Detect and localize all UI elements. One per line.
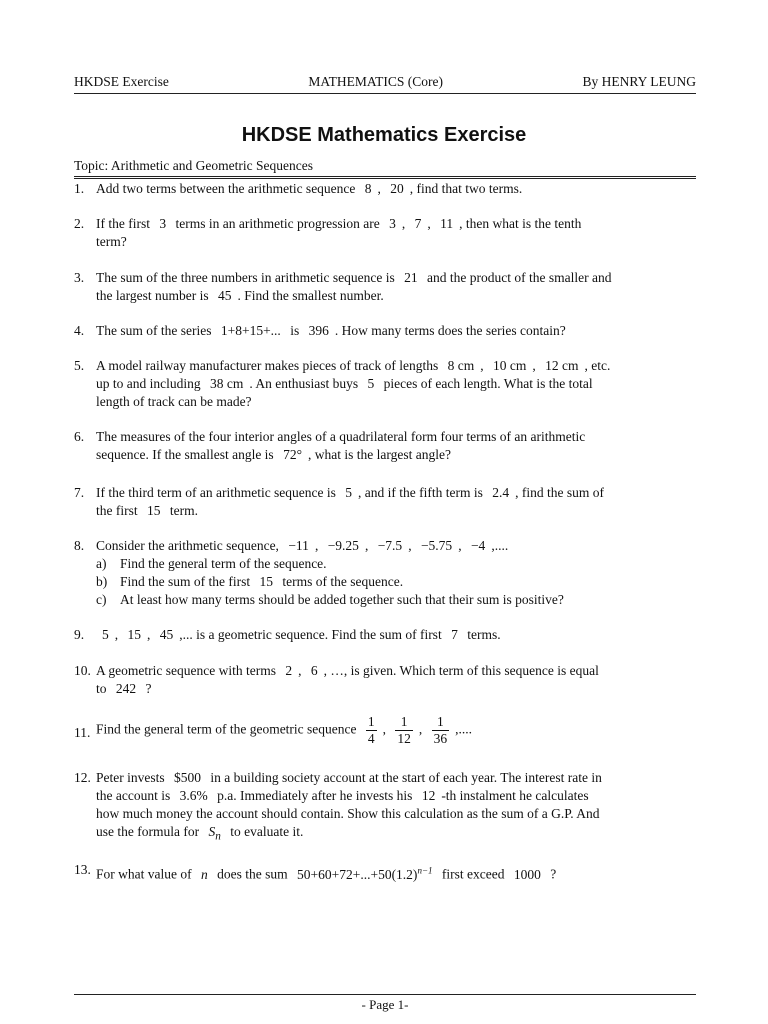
math-value: n: [200, 866, 208, 882]
comma: ,: [314, 538, 319, 553]
comma: ,: [114, 627, 119, 642]
question-text: use the formula for: [96, 824, 200, 839]
comma: ,: [427, 216, 431, 231]
comma: ,: [418, 721, 423, 737]
question-text: A model railway manufacturer makes pieces of track of lengths: [96, 358, 439, 373]
sub-question: [96, 555, 696, 573]
question-text: , what is the largest angle?: [307, 447, 451, 462]
question-text: term.: [169, 503, 198, 518]
question-text: Peter invests: [96, 770, 165, 785]
comma: ,: [377, 181, 381, 196]
question-text: Consider the arithmetic sequence,: [96, 538, 279, 553]
question-text: length of track can be made?: [96, 394, 252, 409]
math-value: 11: [440, 216, 454, 231]
question-text: . An enthusiast buys: [249, 376, 359, 391]
question-text: -th instalment he calculates: [441, 788, 589, 803]
question-text: , find that two terms.: [409, 181, 523, 196]
question-text: If the third term of an arithmetic sequence is: [96, 485, 336, 500]
question-text: first exceed: [441, 866, 505, 882]
math-value: 10 cm: [493, 358, 527, 373]
fraction: [395, 714, 413, 747]
question-number: 2.: [74, 216, 85, 231]
question-13: [74, 861, 696, 884]
question-number: 12.: [74, 770, 91, 785]
comma: ,: [382, 721, 387, 737]
math-value: 7: [414, 216, 422, 231]
question-text: the first: [96, 503, 138, 518]
header-left: HKDSE Exercise: [74, 74, 169, 89]
question-text: . How many terms does the series contain?: [334, 323, 566, 338]
sub-label: a): [96, 556, 107, 571]
question-number: 5.: [74, 358, 85, 373]
header-right: By HENRY LEUNG: [582, 74, 696, 89]
math-value: 3.6%: [179, 788, 208, 803]
question-text: Add two terms between the arithmetic sequence: [96, 181, 356, 196]
math-value: −4: [470, 538, 486, 553]
question-text: , find the sum of: [515, 485, 605, 500]
fraction: [366, 714, 377, 747]
question-text: terms.: [467, 627, 501, 642]
question-1: [74, 180, 696, 198]
question-text: sequence. If the smallest angle is: [96, 447, 274, 462]
question-text: how much money the account should contain. Show this calculation as the sum of a G.P. And: [96, 806, 600, 821]
comma: ,: [408, 538, 412, 553]
question-text: in a building society account at the start of each year. The interest rate in: [210, 770, 602, 785]
math-value: 45: [159, 627, 174, 642]
question-number: 8.: [74, 538, 85, 553]
math-value: 15: [259, 574, 273, 589]
question-text: ?: [550, 866, 557, 882]
question-2: [74, 215, 696, 251]
denominator: 12: [397, 731, 411, 746]
question-number: 4.: [74, 323, 85, 338]
question-5: [74, 357, 696, 411]
question-text: The sum of the three numbers in arithmetic sequence is: [96, 270, 395, 285]
comma: ,: [147, 627, 151, 642]
math-value: 2.4: [492, 485, 510, 500]
math-value: [297, 867, 433, 882]
math-value: 3: [159, 216, 167, 231]
question-text: the account is: [96, 788, 171, 803]
math-value: 2: [285, 663, 293, 678]
math-value: 45: [217, 288, 232, 303]
question-8: [74, 537, 696, 609]
question-text: The measures of the four interior angles of a quadrilateral form four terms of an arithmetic: [96, 429, 586, 444]
question-number: 1.: [74, 181, 85, 196]
sub-text: terms of the sequence.: [282, 574, 404, 589]
math-value: 12 cm: [545, 358, 579, 373]
question-text: If the first: [96, 216, 150, 231]
comma: ,: [401, 216, 406, 231]
symbol: S: [208, 824, 216, 839]
fraction: [432, 714, 450, 747]
page-footer: - Page 1-: [74, 994, 696, 1013]
question-text: ?: [145, 681, 152, 696]
math-value: 20: [390, 181, 404, 196]
page-title: HKDSE Mathematics Exercise: [241, 124, 527, 146]
subscript: n: [215, 830, 221, 843]
question-number: 6.: [74, 429, 85, 444]
question-text: is: [290, 323, 300, 338]
math-value: 3: [389, 216, 396, 231]
math-value: 21: [404, 270, 418, 285]
question-number: 11.: [74, 725, 91, 740]
math-value: −9.25: [327, 538, 359, 553]
math-value: [208, 824, 221, 843]
question-7: [74, 484, 696, 520]
question-text: The sum of the series: [96, 323, 212, 338]
numerator: 1: [367, 714, 375, 729]
math-value: 15: [127, 627, 141, 642]
math-value: 5: [102, 627, 109, 642]
sub-label: b): [96, 574, 108, 589]
question-number: 3.: [74, 270, 85, 285]
question-text: ,... is a geometric sequence. Find the sum of first: [179, 627, 442, 642]
comma: ,: [298, 663, 302, 678]
page-header: [74, 74, 696, 94]
numerator: 1: [400, 714, 408, 729]
math-value: 396: [308, 323, 329, 338]
question-text: terms in an arithmetic progression are: [175, 216, 380, 231]
question-text: pieces of each length. What is the total: [383, 376, 593, 391]
math-value: 5: [367, 376, 375, 391]
denominator: 36: [433, 731, 448, 746]
comma: ,: [458, 538, 462, 553]
math-value: 242: [115, 681, 137, 696]
math-value: $500: [174, 770, 201, 785]
question-9: [74, 626, 696, 644]
sub-text: Find the general term of the sequence.: [120, 556, 327, 571]
math-value: 12: [421, 788, 436, 803]
exponent: n−1: [417, 865, 433, 875]
question-number: 7.: [74, 485, 85, 500]
math-value: 7: [451, 627, 458, 642]
sub-question: [96, 591, 696, 609]
math-value: 1+8+15+...: [220, 323, 281, 338]
question-10: [74, 662, 696, 698]
sub-question-list: [96, 555, 696, 609]
ellipsis: ,....: [491, 538, 509, 553]
question-11: [74, 714, 696, 747]
question-6: [74, 428, 696, 464]
math-value: −11: [288, 538, 309, 553]
sub-text: Find the sum of the first: [120, 574, 251, 589]
question-number: 9.: [74, 627, 85, 642]
math-value: 38 cm: [210, 376, 244, 391]
question-text: the largest number is: [96, 288, 209, 303]
expression: 50+60+72+...+50(1.2): [296, 866, 418, 882]
question-text: , then what is the tenth: [459, 216, 582, 231]
sub-text: At least how many terms should be added together such that their sum is positive?: [120, 592, 564, 607]
question-text: , and if the fifth term is: [358, 485, 483, 500]
ellipsis: ,....: [455, 721, 473, 737]
comma: ,: [364, 538, 369, 553]
math-value: 1000: [513, 866, 541, 882]
math-value: 5: [345, 485, 353, 500]
question-text: p.a. Immediately after he invests his: [217, 788, 413, 803]
denominator: 4: [367, 731, 375, 746]
header-center: MATHEMATICS (Core): [308, 74, 443, 89]
question-text: up to and including: [96, 376, 201, 391]
question-text: , …, is given. Which term of this sequence is equal: [323, 663, 599, 678]
question-3: [74, 269, 696, 305]
question-text: . Find the smallest number.: [237, 288, 384, 303]
comma: ,: [480, 358, 484, 373]
question-number: 10.: [74, 663, 91, 678]
question-text: term?: [96, 234, 127, 249]
math-value: 72°: [283, 447, 302, 462]
math-value: 8: [364, 181, 372, 196]
question-text: A geometric sequence with terms: [96, 663, 276, 678]
math-value: 8 cm: [447, 358, 475, 373]
math-value: −7.5: [377, 538, 403, 553]
question-4: [74, 322, 696, 340]
sub-question: [96, 573, 696, 591]
topic-line: Topic: Arithmetic and Geometric Sequences: [74, 158, 696, 179]
question-12: [74, 769, 696, 846]
question-text: and the product of the smaller and: [427, 270, 612, 285]
question-text: to evaluate it.: [230, 824, 304, 839]
question-text: , etc.: [584, 358, 611, 373]
question-text: Find the general term of the geometric sequence: [96, 721, 357, 737]
math-value: −5.75: [420, 538, 453, 553]
numerator: 1: [437, 714, 444, 729]
math-value: 15: [147, 503, 161, 518]
question-text: to: [96, 681, 107, 696]
sub-label: c): [96, 592, 107, 607]
comma: ,: [532, 358, 536, 373]
question-text: For what value of: [96, 866, 192, 882]
question-number: 13.: [74, 862, 91, 877]
math-value: 6: [310, 663, 318, 678]
question-text: does the sum: [217, 866, 288, 882]
